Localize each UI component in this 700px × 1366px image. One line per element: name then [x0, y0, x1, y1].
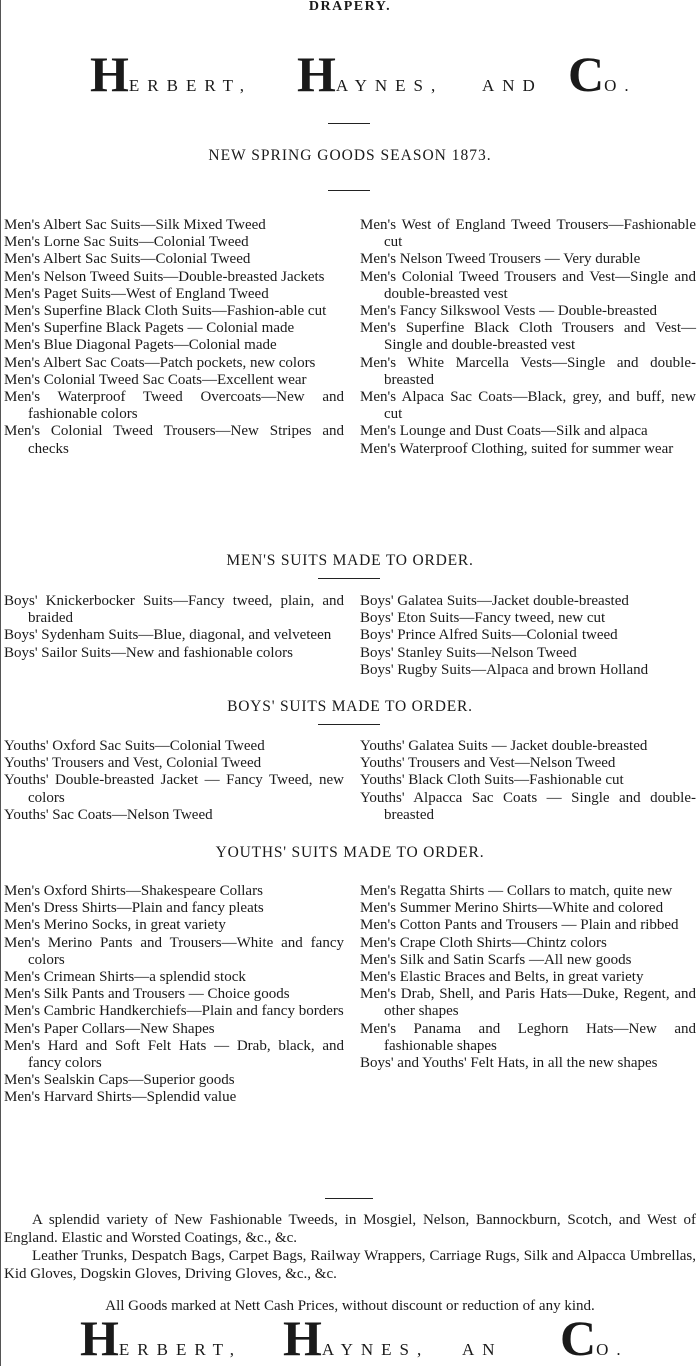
firm-word-text: AYNES,	[335, 76, 444, 95]
section-header: DRAPERY.	[308, 0, 392, 14]
list-item: Men's Nelson Tweed Suits—Double-breasted Jackets	[4, 268, 325, 285]
list-item: Men's Merino Pants and Trousers—White and fancy colors	[4, 934, 344, 968]
firm-word-co	[568, 46, 637, 102]
list-item: Men's Superfine Black Pagets — Colonial made	[4, 320, 295, 337]
firm-word-and	[462, 1341, 503, 1360]
list-item: Men's Regatta Shirts — Collars to match, quite new	[360, 883, 673, 899]
list-item: Men's West of England Tweed Trousers—Fashionable cut	[360, 217, 696, 251]
cash-prices-note: All Goods marked at Nett Cash Prices, without discount or reduction of any kind.	[105, 1298, 595, 1314]
season-title: NEW SPRING GOODS SEASON 1873.	[208, 147, 492, 164]
list-item: Men's Fancy Silkswool Vests — Double-breasted	[360, 303, 657, 320]
list-item: Men's Crape Cloth Shirts—Chintz colors	[360, 934, 607, 951]
list-item: Men's Waterproof Tweed Overcoats—New and fashionable colors	[4, 389, 344, 423]
list-item: Men's Alpaca Sac Coats—Black, grey, and buff, new cut	[360, 389, 696, 423]
list-item: Boys' Knickerbocker Suits—Fancy tweed, plain, and braided	[4, 593, 344, 627]
accessories-left-column	[4, 883, 344, 1107]
list-item: Youths' Alpacca Sac Coats — Single and double-breasted	[360, 789, 696, 823]
divider-rule	[328, 123, 370, 124]
list-item: Men's Lorne Sac Suits—Colonial Tweed	[4, 234, 249, 251]
mens-suits-left-column	[4, 217, 344, 458]
list-item: Boys' and Youths' Felt Hats, in all the new shapes	[360, 1055, 658, 1072]
section-heading-youths: YOUTHS' SUITS MADE TO ORDER.	[215, 844, 485, 861]
youths-suits-right-column	[360, 738, 696, 824]
list-item: Men's Elastic Braces and Belts, in great variety	[360, 969, 644, 986]
list-item: Men's Panama and Leghorn Hats—New and fashionable shapes	[360, 1020, 696, 1054]
list-item: Boys' Stanley Suits—Nelson Tweed	[360, 644, 577, 661]
accessories-right-column	[360, 883, 696, 1072]
list-item: Men's Silk and Satin Scarfs —All new goods	[360, 951, 632, 968]
youths-suits-left-column	[4, 738, 344, 824]
list-item: Men's Paper Collars—New Shapes	[4, 1020, 215, 1037]
list-item: Youths' Sac Coats—Nelson Tweed	[4, 806, 213, 823]
list-item: Boys' Prince Alfred Suits—Colonial tweed	[360, 627, 618, 644]
drop-initial: C	[568, 46, 605, 102]
list-item: Boys' Sailor Suits—New and fashionable colors	[4, 644, 293, 661]
drop-initial: H	[90, 46, 129, 102]
list-item: Men's Sealskin Caps—Superior goods	[4, 1072, 235, 1089]
firm-word-haynes	[283, 1310, 430, 1366]
section-heading-boys: BOYS' SUITS MADE TO ORDER.	[227, 698, 473, 715]
list-item: Men's Albert Sac Suits—Silk Mixed Tweed	[4, 217, 266, 233]
list-item: Boys' Eton Suits—Fancy tweed, new cut	[360, 610, 606, 627]
firm-word-co	[560, 1310, 629, 1366]
list-item: Men's Harvard Shirts—Splendid value	[4, 1089, 237, 1106]
firm-word-text: O.	[604, 76, 637, 95]
divider-rule	[328, 190, 370, 191]
firm-word-text: AN	[462, 1340, 503, 1359]
list-item: Men's Colonial Tweed Sac Coats—Excellent wear	[4, 371, 307, 388]
list-item: Men's Nelson Tweed Trousers — Very durable	[360, 251, 641, 268]
firm-name-top	[0, 46, 700, 102]
list-item: Youths' Galatea Suits — Jacket double-breasted	[360, 738, 648, 754]
drop-initial: H	[297, 46, 336, 102]
drop-initial: H	[80, 1310, 119, 1366]
firm-word-herbert	[80, 1310, 243, 1366]
list-item: Men's Colonial Tweed Trousers—New Stripes and checks	[4, 423, 344, 457]
boys-suits-right-column	[360, 593, 696, 679]
divider-rule	[318, 578, 380, 579]
list-item: Men's Merino Socks, in great variety	[4, 917, 226, 934]
list-item: Men's Albert Sac Suits—Colonial Tweed	[4, 251, 251, 268]
list-item: Men's Dress Shirts—Plain and fancy pleats	[4, 900, 264, 917]
list-item: Men's Drab, Shell, and Paris Hats—Duke, Regent, and other shapes	[360, 986, 696, 1020]
list-item: Men's Superfine Black Cloth Suits—Fashion-able cut	[4, 303, 327, 320]
divider-rule	[325, 1198, 373, 1199]
drop-initial: H	[283, 1310, 322, 1366]
list-item: Men's Oxford Shirts—Shakespeare Collars	[4, 883, 263, 899]
section-heading-mens: MEN'S SUITS MADE TO ORDER.	[226, 552, 474, 569]
list-item: Men's Hard and Soft Felt Hats — Drab, black, and fancy colors	[4, 1037, 344, 1072]
list-item: Boys' Galatea Suits—Jacket double-breasted	[360, 593, 629, 609]
drop-initial: C	[560, 1310, 597, 1366]
firm-word-text: ERBERT,	[128, 76, 253, 95]
list-item: Men's White Marcella Vests—Single and double-breasted	[360, 354, 696, 388]
list-item: Men's Cotton Pants and Trousers — Plain and ribbed	[360, 917, 679, 934]
list-item: Men's Colonial Tweed Trousers and Vest—Single and double-breasted vest	[360, 268, 696, 302]
list-item: Youths' Double-breasted Jacket — Fancy Tweed, new colors	[4, 772, 344, 806]
tweeds-paragraph: A splendid variety of New Fashionable Tweeds, in Mosgiel, Nelson, Bannockburn, Scotch, and West of England. Elastic and Worsted Coatings, &c., &c.	[4, 1212, 696, 1246]
list-item: Youths' Oxford Sac Suits—Colonial Tweed	[4, 738, 265, 754]
list-item: Men's Paget Suits—West of England Tweed	[4, 285, 269, 302]
firm-word-text: AYNES,	[321, 1340, 430, 1359]
list-item: Men's Lounge and Dust Coats—Silk and alpaca	[360, 423, 648, 440]
list-item: Men's Albert Sac Coats—Patch pockets, new colors	[4, 354, 316, 371]
list-item: Men's Cambric Handkerchiefs—Plain and fancy borders	[4, 1003, 344, 1020]
list-item: Men's Crimean Shirts—a splendid stock	[4, 969, 246, 986]
list-item: Men's Silk Pants and Trousers — Choice goods	[4, 986, 290, 1003]
firm-word-herbert	[90, 46, 253, 102]
list-item: Men's Waterproof Clothing, suited for summer wear	[360, 440, 674, 457]
firm-word-haynes	[297, 46, 444, 102]
left-border-rule	[0, 0, 1, 1366]
luggage-paragraph: Leather Trunks, Despatch Bags, Carpet Bags, Railway Wrappers, Carriage Rugs, Silk and Alpacca Umbrellas, Kid Gloves, Dogskin Gloves, Driving Gloves, &c., &c.	[4, 1248, 696, 1282]
list-item: Youths' Trousers and Vest, Colonial Tweed	[4, 755, 262, 772]
divider-rule	[318, 724, 380, 725]
list-item: Youths' Trousers and Vest—Nelson Tweed	[360, 755, 616, 772]
firm-word-text: O.	[596, 1340, 629, 1359]
firm-word-text: AND	[482, 76, 543, 95]
list-item: Boys' Rugby Suits—Alpaca and brown Holland	[360, 661, 649, 678]
boys-suits-left-column	[4, 593, 344, 662]
firm-word-text: ERBERT,	[118, 1340, 243, 1359]
list-item: Men's Summer Merino Shirts—White and colored	[360, 900, 664, 917]
list-item: Men's Blue Diagonal Pagets—Colonial made	[4, 337, 277, 354]
list-item: Youths' Black Cloth Suits—Fashionable cut	[360, 772, 624, 789]
firm-name-bottom	[0, 1310, 700, 1366]
list-item: Men's Superfine Black Cloth Trousers and Vest—Single and double-breasted vest	[360, 320, 696, 354]
mens-suits-right-column	[360, 217, 696, 458]
firm-word-and	[482, 77, 543, 96]
list-item: Boys' Sydenham Suits—Blue, diagonal, and velveteen	[4, 627, 332, 644]
